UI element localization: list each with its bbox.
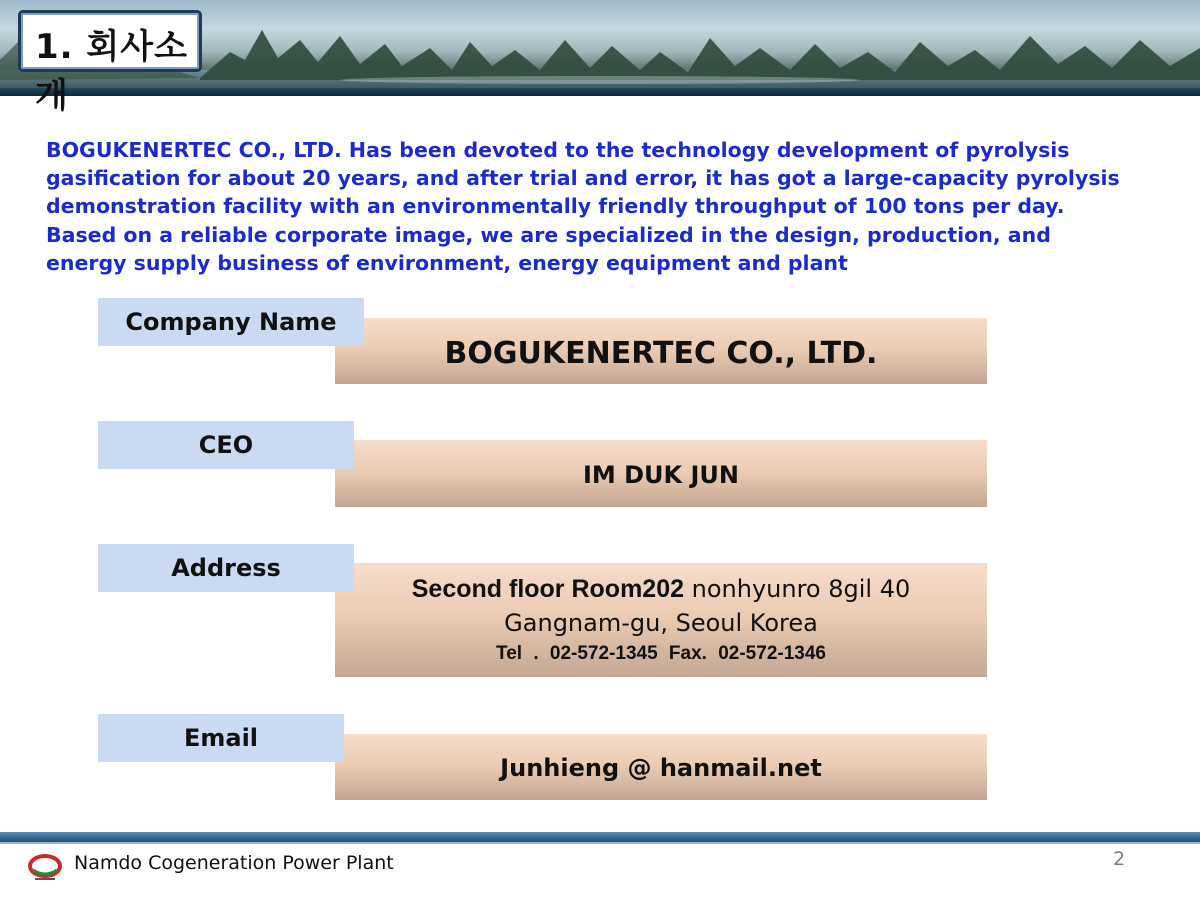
- intro-paragraph: BOGUKENERTEC CO., LTD. Has been devoted to the technology development of pyrolysis gasification for about 20 years, and after trial and error, it has got a large-capacity pyrolysis demonstration facility with an environmentally friendly throughput of 100 tons per day. Based on a reliable corporate image, we are specialized in the design, production, and energy supply business of environment, energy equipment and plant: [46, 138, 1120, 275]
- ceo-label: CEO: [98, 421, 354, 469]
- email-value-box: [335, 734, 987, 800]
- footer-bar: [0, 832, 1200, 842]
- section-title: 1. 회사소개: [35, 27, 188, 116]
- company-logo-icon: [27, 852, 63, 882]
- footer-divider: [0, 842, 1200, 844]
- page-number: 2: [1113, 848, 1126, 870]
- ceo-value: IM DUK JUN: [582, 460, 740, 489]
- email-label: Email: [98, 714, 344, 762]
- address-phone-fax: Tel . 02-572-1345 Fax. 02-572-1346: [496, 643, 826, 664]
- address-line-1-rest: nonhyunro 8gil 40: [684, 575, 911, 603]
- company-name-label: Company Name: [98, 298, 364, 346]
- company-name-value-box: [335, 318, 987, 384]
- address-line-2: Gangnam-gu, Seoul Korea: [504, 609, 818, 637]
- address-value-box: [335, 563, 987, 677]
- address-line-1: [412, 572, 911, 606]
- ceo-value-box: [335, 440, 987, 507]
- footer-organization: Namdo Cogeneration Power Plant: [74, 852, 394, 874]
- email-value: Junhieng @ hanmail.net: [500, 754, 822, 782]
- company-name-value: BOGUKENERTEC CO., LTD.: [444, 335, 878, 371]
- address-line-1-bold: Second floor Room202: [411, 575, 685, 603]
- section-title-box: [18, 10, 202, 116]
- address-label: Address: [98, 544, 354, 592]
